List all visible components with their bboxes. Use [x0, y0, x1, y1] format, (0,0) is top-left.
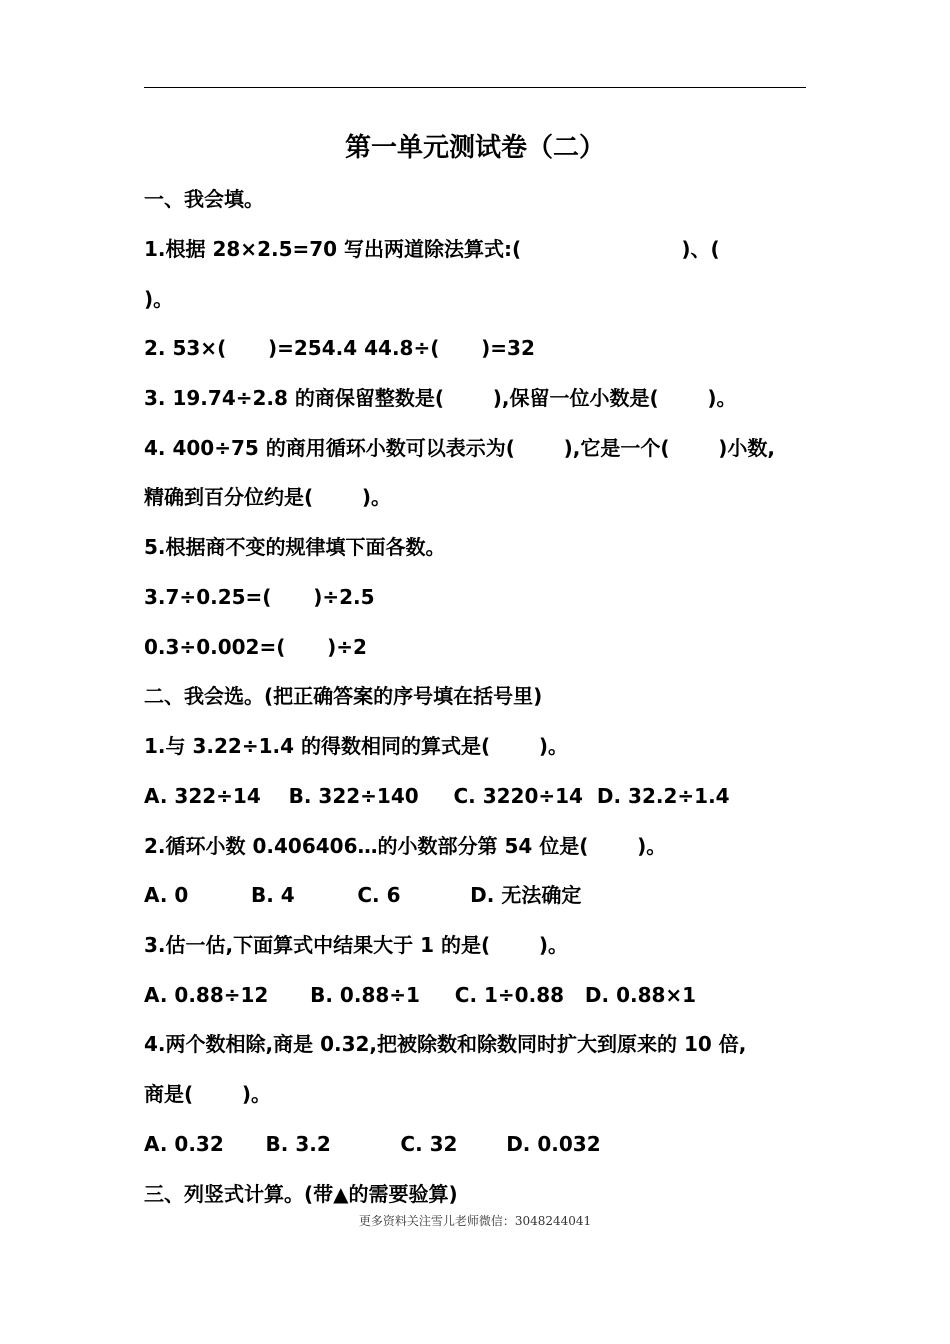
question-1-5: 5.根据商不变的规律填下面各数。 — [144, 535, 446, 559]
question-1-3: 3. 19.74÷2.8 的商保留整数是( ),保留一位小数是( )。 — [144, 386, 737, 410]
question-1-4-cont: 精确到百分位约是( )。 — [144, 485, 392, 509]
question-2-4: 4.两个数相除,商是 0.32,把被除数和除数同时扩大到原来的 10 倍, — [144, 1032, 747, 1056]
question-2-2: 2.循环小数 0.406406…的小数部分第 54 位是( )。 — [144, 834, 667, 858]
section-heading-choose: 二、我会选。(把正确答案的序号填在括号里) — [144, 684, 543, 708]
section-heading-vertical-calc: 三、列竖式计算。(带▲的需要验算) — [144, 1182, 458, 1206]
question-2-4-options: A. 0.32 B. 3.2 C. 32 D. 0.032 — [144, 1132, 601, 1156]
question-2-4-cont: 商是( )。 — [144, 1082, 272, 1106]
question-1-2: 2. 53×( )=254.4 44.8÷( )=32 — [144, 336, 535, 360]
question-1-5-a: 3.7÷0.25=( )÷2.5 — [144, 585, 375, 609]
header-rule — [144, 87, 806, 88]
question-2-3-options: A. 0.88÷12 B. 0.88÷1 C. 1÷0.88 D. 0.88×1 — [144, 983, 697, 1007]
question-1-4: 4. 400÷75 的商用循环小数可以表示为( ),它是一个( )小数, — [144, 436, 776, 460]
question-2-1-options: A. 322÷14 B. 322÷140 C. 3220÷14 D. 32.2÷1.4 — [144, 784, 730, 808]
question-1-1-cont: )。 — [144, 287, 174, 311]
question-1-1: 1.根据 28×2.5=70 写出两道除法算式:( )、( — [144, 237, 720, 261]
question-2-2-options: A. 0 B. 4 C. 6 D. 无法确定 — [144, 883, 582, 907]
page-title: 第一单元测试卷（二） — [344, 133, 605, 163]
question-1-5-b: 0.3÷0.002=( )÷2 — [144, 635, 367, 659]
question-2-1: 1.与 3.22÷1.4 的得数相同的算式是( )。 — [144, 734, 568, 758]
footer-note: 更多资料关注雪儿老师微信：3048244041 — [358, 1214, 592, 1228]
section-heading-fill: 一、我会填。 — [144, 187, 264, 211]
question-2-3: 3.估一估,下面算式中结果大于 1 的是( )。 — [144, 933, 568, 957]
